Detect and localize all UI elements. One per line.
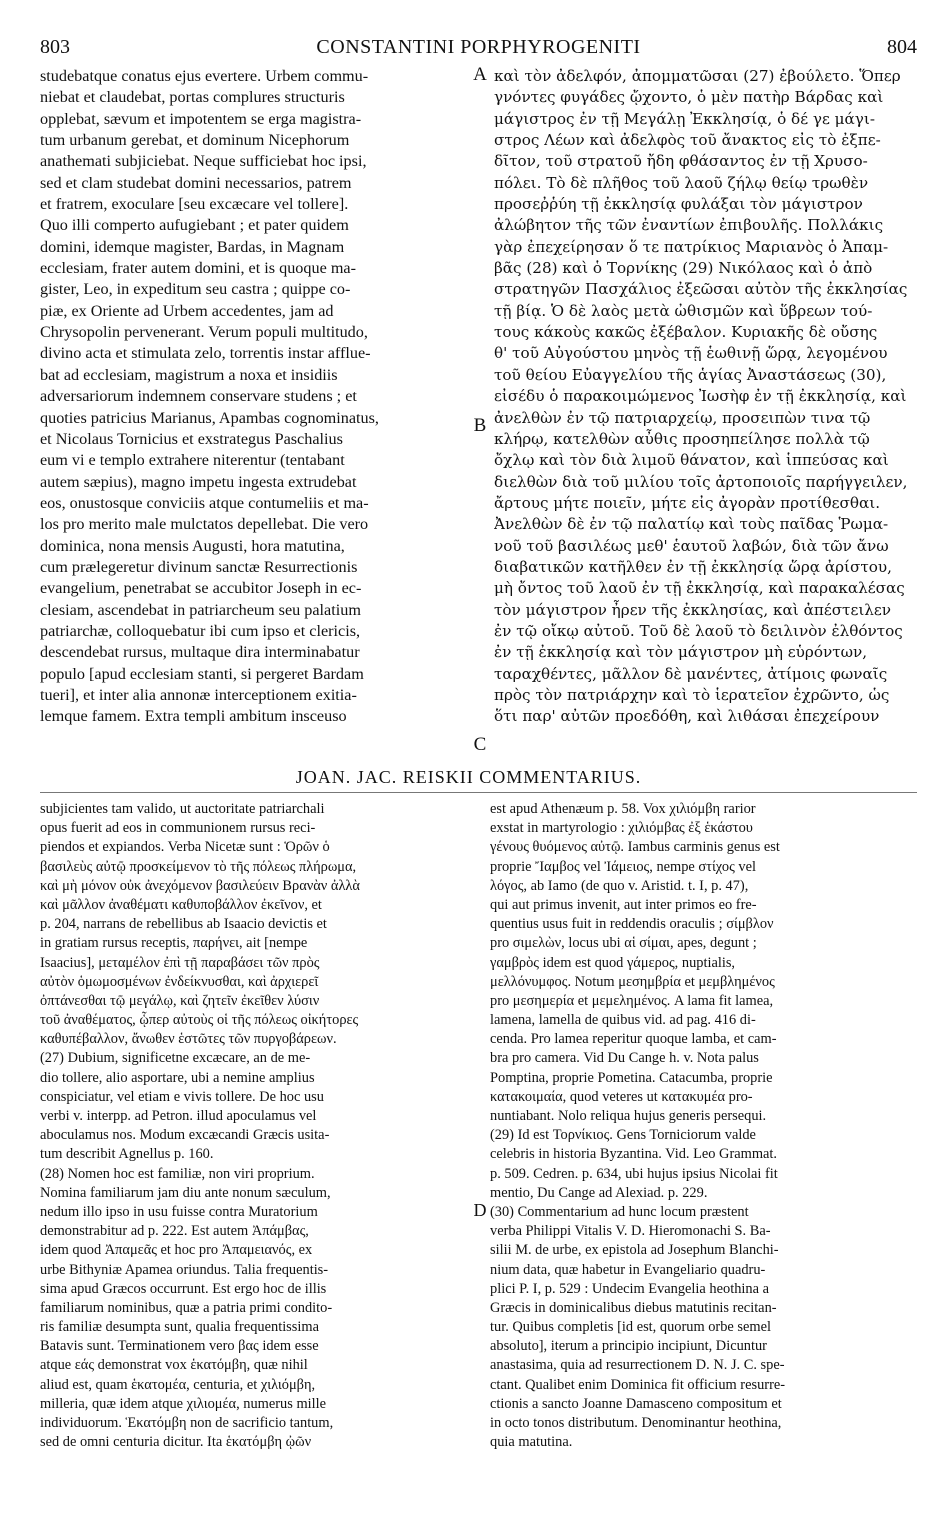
commentary-line: (28) Nomen hoc est familiæ, non viri proprium.: [40, 1165, 315, 1182]
commentary-line: cenda. Pro lamea reperitur quoque lamba, et cam-: [490, 1031, 777, 1048]
commentary-line: quentius usus fuit in reddendis oraculis ; σίμβλον: [490, 916, 774, 933]
latin-text-line: dominica, nona mensis Augusti, hora matutina,: [40, 536, 345, 555]
greek-text-line: πρὸς τὸν πατριάρχην καὶ τὸ ἱερατεῖον ἐχρῶντο, ὡς: [494, 685, 890, 704]
section-marker-b: B: [473, 415, 487, 436]
commentary-line: familiarum nominibus, quæ a patria primi condito-: [40, 1299, 333, 1316]
commentary-line: Pomptina, proprie Pometina. Catacumba, proprie: [490, 1069, 773, 1086]
greek-text-line: γὰρ ἐπεχείρησαν ὅ τε πατρίκιος Μαριανὸς ὁ Ἀπαμ-: [494, 237, 889, 256]
greek-text-line: θ' τοῦ Αὐγούστου μηνὸς τῇ ἑωθινῇ ὥρᾳ, λεγομένου: [494, 344, 888, 363]
greek-text-line: διαβατικῶν κατῆλθεν ἐν τῇ ἐκκλησίᾳ ὥρᾳ ἀρίστου,: [494, 557, 892, 576]
latin-text-line: adversariorum indemnem conservare studens ; et: [40, 387, 357, 406]
running-title: CONSTANTINI PORPHYROGENITI: [316, 36, 641, 58]
commentary-line: nedum illo ipso in usu fuisse contra Muratorium: [40, 1203, 318, 1220]
commentary-line: plici P. I, p. 529 : Undecim Evangelia heothina a: [490, 1280, 769, 1297]
section-marker-d: D: [473, 1200, 487, 1220]
latin-text-line: ecclesiam, frater autem domini, et is quoque ma-: [40, 259, 356, 278]
commentary-line: Græcis in dominicalibus diebus matutinis recitan-: [490, 1299, 777, 1316]
commentary-line: γένους θυόμενος αὐτῷ. Iambus carminis genus est: [490, 839, 780, 856]
latin-text-line: et Nicolaus Tornicius et exstrategus Paschalius: [40, 429, 343, 448]
latin-text-line: domini, idemque magister, Bardas, in Magnam: [40, 237, 345, 256]
commentary-line: μελλόνυμφος. Notum μεσημβρία et μεμβλημένος: [490, 973, 775, 990]
greek-text-line: προσεῤῥύη τῇ ἐκκλησίᾳ φυλάξαι τὸν μάγιστρον: [494, 195, 863, 214]
greek-text-line: τῇ βίᾳ. Ὁ δὲ λαὸς μετὰ ὠθισμῶν καὶ ὕβρεων τού-: [494, 301, 873, 320]
commentary-line: piendos et expiandos. Verba Nicetæ sunt : Ὁρῶν ὁ: [40, 839, 330, 856]
latin-text-line: clesiam, ascendebat in patriarcheum seu palatium: [40, 600, 361, 619]
commentary-line: nium data, quæ habetur in Evangeliario quadru-: [490, 1261, 766, 1278]
page-header: [40, 36, 917, 62]
greek-text-line: εἰσέδυ ὁ παρακοιμώμενος Ἰωσὴφ ἐν τῇ ἐκκλησίᾳ, καὶ: [494, 387, 907, 406]
latin-text-line: eum vi e templo extrahere niterentur (tentabant: [40, 451, 345, 470]
greek-text-line: στρατηγῶν Πασχάλιος ἐξεῶσαι αὐτὸν τῆς ἐκκλησίας: [494, 280, 908, 299]
commentary-line: p. 204, narrans de rebellibus ab Isaacio devictis et: [40, 916, 327, 933]
commentary-line: demonstrabitur ad p. 222. Est autem Ἀπάμβας,: [40, 1223, 309, 1240]
latin-text-line: evangelium, penetrabat se accubitor Joseph in ec-: [40, 579, 362, 598]
commentary-line: exstat in martyrologio : χιλιόμβας ἐξ ἑκάστου: [490, 820, 753, 837]
latin-text-line: populo [apud ecclesiam stanti, si pergeret Bardam: [40, 664, 364, 683]
page-number-right: 804: [887, 36, 917, 58]
greek-text-line: ἀλώβητον τῆς τῶν ἐναντίων ἐπιβουλῆς. Πολλάκις: [494, 216, 884, 235]
commentary-line: p. 509. Cedren. p. 634, ubi hujus ipsius Nicolai fit: [490, 1165, 778, 1182]
commentary-line: καθυπέβαλλον, ἄνωθεν ἑστῶτες τῶν πυργοβάρεων.: [40, 1031, 337, 1048]
greek-text-line: μὴ ὄντος τοῦ λαοῦ ἐν τῇ ἐκκλησίᾳ, καὶ παρακαλέσας: [494, 579, 905, 598]
commentary-line: ὀπτάνεσθαι τῷ μεγάλῳ, καὶ ζητεῖν ἐκεῖθεν λύσιν: [40, 992, 320, 1009]
commentary-line: τοῦ ἀναθέματος, ᾧπερ αὐτοὺς οἱ τῆς πόλεως οἰκήτορες: [40, 1012, 359, 1029]
greek-text-line: πόλει. Τὸ δὲ πλῆθος τοῦ λαοῦ ζήλῳ θείῳ τρωθὲν: [494, 173, 869, 192]
greek-text-line: γνόντες φυγάδες ᾤχοντο, ὁ μὲν πατὴρ Βάρδας καὶ: [494, 88, 884, 107]
greek-text-line: ταραχθέντες, μᾶλλον δὲ μανέντες, ἀτίμοις φωναῖς: [494, 664, 888, 683]
commentary-line: βασιλεὺς αὐτῷ προσκείμενον τὸ τῆς πόλεως πλήρωμα,: [40, 858, 357, 875]
commentary-line: qui aut primus invenit, aut inter primos eo fre-: [490, 896, 757, 913]
commentary-line: κατακοιμαία, quod veteres ut κατακυμέα pro-: [490, 1088, 753, 1105]
greek-text-line: ἐν τῇ ἐκκλησίᾳ καὶ τὸν μάγιστρον μὴ εὑρόντων,: [494, 643, 868, 662]
greek-text-line: καὶ τὸν ἀδελφόν, ἀπομματῶσαι (27) ἐβούλετο. Ὅπερ: [494, 67, 901, 85]
greek-text-line: ὄχλῳ καὶ τὸν διὰ λιμοῦ θάνατον, καὶ ἱππεύσας καὶ: [494, 451, 889, 470]
latin-text-line: Quo illi comperto aufugiebant ; et pater quidem: [40, 216, 349, 235]
commentary-line: mentio, Du Cange ad Alexiad. p. 229.: [490, 1184, 708, 1201]
latin-text-line: los pro merito male mulctatos depellebat. Die vero: [40, 515, 369, 534]
commentary-line: (30) Commentarium ad hunc locum præstent: [490, 1203, 749, 1220]
commentary-line: Batavis sunt. Terminationem vero βας idem esse: [40, 1338, 319, 1355]
page-number-left: 803: [40, 36, 70, 58]
commentary-line: conspiciatur, vel etiam e vivis tollere. De hoc usu: [40, 1088, 324, 1105]
commentary-line: proprie Ἴαμβος vel Ἰάμειος, nempe στίχος vel: [490, 858, 756, 875]
commentary-divider: [40, 792, 917, 793]
greek-text-line: δῖτον, τοῦ στρατοῦ ἤδη φθάσαντος ἐν τῇ Χρυσο-: [494, 152, 868, 171]
commentary-line: milleria, quæ idem atque χιλιομέα, numerus mille: [40, 1395, 327, 1412]
greek-text-line: ὅτι παρ' αὐτῶν προεδόθη, καὶ λιθάσαι ἐπεχείρουν: [494, 707, 880, 726]
latin-text-line: patriarchæ, colloquebatur ibi cum ipso et clericis,: [40, 621, 361, 640]
commentary-line: Nomina familiarum jam diu ante nonum sæculum,: [40, 1184, 331, 1201]
greek-text-line: διελθὼν διὰ τοῦ μιλίου τοῖς ἀρτοποιοῖς παρήγγειλεν,: [494, 472, 908, 491]
latin-text-line: et fratrem, exoculare [seu excæcare vel tollere].: [40, 195, 349, 214]
latin-text-line: lemque famem. Extra templi ambitum insceuso: [40, 707, 347, 726]
commentary-line: atque εάς demonstrat vox ἑκατόμβη, quæ nihil: [40, 1357, 308, 1374]
commentary-line: verbi v. interpp. ad Petron. illud apoculamus vel: [40, 1108, 317, 1124]
commentary-line: silii M. de urbe, ex epistola ad Josephum Blanchi-: [490, 1242, 779, 1259]
commentary-line: bra pro camera. Vid Du Cange h. v. Nota palus: [490, 1050, 759, 1067]
commentary-line: (29) Id est Τορνίκιος. Gens Torniciorum valde: [490, 1127, 756, 1144]
commentary-line: subjicientes tam valido, ut auctoritate patriarchali: [40, 801, 325, 817]
greek-text-line: ἐν τῷ οἴκῳ αὐτοῦ. Τοῦ δὲ λαοῦ τὸ δειλινὸν ἐλθόντος: [494, 621, 903, 640]
latin-text-line: tueri], et inter alia annonæ interceptionem exitia-: [40, 685, 357, 704]
latin-text-line: opplebat, sævum et impotentem se erga magistra-: [40, 109, 362, 128]
greek-text-line: νοῦ τοῦ βασιλέως μεθ' ἑαυτοῦ λαβών, διὰ τῶν ἄνω: [494, 536, 889, 555]
latin-text-column: [40, 66, 468, 766]
latin-text-line: bat ad ecclesiam, magistrum a noxa et insidiis: [40, 365, 338, 384]
greek-text-line: βᾶς (28) καὶ ὁ Τορνίκης (29) Νικόλαος καὶ ὁ ἀπὸ: [494, 259, 873, 278]
latin-text-line: piæ, ex Oriente ad Urbem accedentes, jam ad: [40, 301, 334, 320]
greek-text-line: Ἀνελθὼν δὲ ἐν τῷ παλατίῳ καὶ τοὺς παῖδας Ῥωμα-: [494, 515, 889, 534]
commentary-line: Isaacius], μεταμέλον ἐπὶ τῇ παραβάσει τῶν πρὸς: [40, 954, 320, 971]
commentary-line: anastasima, quia ad resurrectionem D. N. J. C. spe-: [490, 1357, 785, 1374]
commentary-line: tum describit Agnellus p. 160.: [40, 1146, 214, 1163]
commentary-line: idem quod Ἀπαμεᾶς et hoc pro Ἀπαμειανός, ex: [40, 1242, 313, 1259]
commentary-line: tur. Quibus completis [id est, quorum orbe semel: [490, 1319, 771, 1336]
commentary-line: αὐτὸν ὁμωμοσμένων ἐνδείκνυσθαι, καὶ ἀρχιερεῖ: [40, 973, 319, 990]
greek-text-line: μάγιστρος ἐν τῇ Μεγάλῃ Ἐκκλησίᾳ, ὁ δέ γε μάγι-: [494, 109, 875, 128]
latin-text-line: niebat et claudebat, portas complures structuris: [40, 88, 345, 107]
greek-text-line: τους κάκοὺς κακῶς ἐξέβαλον. Κυριακῆς δὲ οὔσης: [494, 323, 878, 342]
latin-text-line: eos, onustosque conviciis atque contumeliis et ma-: [40, 493, 369, 512]
commentary-line: est apud Athenæum p. 58. Vox χιλιόμβη rarior: [490, 801, 756, 817]
commentary-line: quia matutina.: [490, 1434, 573, 1451]
commentary-line: γαμβρὸς idem est quod γάμερος, nuptialis,: [490, 954, 736, 971]
commentary-line: ctant. Qualibet enim Dominica fit officium resurre-: [490, 1376, 786, 1393]
greek-text-line: ἀνελθὼν ἐν τῷ πατριαρχείῳ, προσειπὼν τινα τῷ: [494, 408, 871, 427]
greek-text-column: [494, 66, 922, 766]
latin-text-line: studebatque conatus ejus evertere. Urbem commu-: [40, 67, 369, 85]
latin-text-line: Chrysopolin pervenerant. Verum populi multitudo,: [40, 323, 368, 342]
commentary-line: celebris in historia Byzantina. Vid. Leo Grammat.: [490, 1146, 778, 1163]
latin-text-line: sed et clam studebat domini necessarios, patrem: [40, 173, 352, 192]
commentary-line: καὶ μὴ μόνον οὐκ ἀνεχόμενον βασιλεύειν Βρανὰν ἀλλὰ: [40, 877, 360, 894]
greek-text-line: τοῦ θείου Εὐαγγελίου τῆς ἁγίας Ἀναστάσεως (30),: [494, 365, 887, 384]
commentary-line: sima apud Græcos occurrunt. Est ergo hoc de illis: [40, 1280, 327, 1297]
commentary-line: pro σιμελὼν, locus ubi αἱ σίμαι, apes, degunt ;: [490, 935, 757, 952]
commentary-line: opus fuerit ad eos in communionem rursus reci-: [40, 820, 316, 837]
greek-text-line: κλήρῳ, κατελθὼν αὖθις προσηπείλησε πολλὰ τῷ: [494, 429, 870, 448]
greek-text-line: στρος Λέων καὶ ἀδελφὸς τοῦ ἄνακτος εἰς τὸ ἐξπε-: [494, 131, 881, 150]
commentary-line: pro μεσημερία et μεμελημένος. A lama fit lamea,: [490, 992, 774, 1009]
commentary-line: nuntiabant. Nolo reliqua hujus generis persequi.: [490, 1108, 767, 1124]
commentary-line: individuorum. Ἑκατόμβη non de sacrificio tantum,: [40, 1415, 334, 1431]
commentary-line: in octo tonos distributum. Denominantur heothina,: [490, 1415, 782, 1431]
latin-text-line: gister, Leo, in expeditum seu castra ; quippe co-: [40, 280, 351, 299]
commentary-line: καὶ μᾶλλον ἀναθέματι καθυποβάλλον ἐκεῖνον, et: [40, 896, 322, 913]
latin-text-line: divino acta et stimulata zelo, torrentis instar afflue-: [40, 344, 371, 363]
commentary-right-column: [490, 800, 922, 1530]
commentary-left-column: [40, 800, 470, 1530]
commentary-line: in gratiam rursus receptis, παρήνει, ait [nempe: [40, 935, 308, 952]
commentary-line: sed de omni centuria dicitur. Ita ἑκατόμβη ᾠῶν: [40, 1434, 312, 1451]
commentary-line: urbe Bithyniæ Apamea oriundus. Talia frequentis-: [40, 1261, 329, 1278]
latin-text-line: descendebat rursus, multaque dira interminabatur: [40, 643, 360, 662]
latin-text-line: autem sæpius), magno impetu ingesta extrudebat: [40, 472, 357, 491]
commentary-line: (27) Dubium, significetne excæcare, an de me-: [40, 1050, 311, 1067]
commentary-line: ris familiæ desumpta sunt, qualia frequentissima: [40, 1319, 319, 1336]
commentary-line: absoluto], iterum a principio incipiunt, Dicuntur: [490, 1338, 767, 1355]
latin-text-line: quoties patricius Marianus, Apambas cognominatus,: [40, 408, 379, 427]
commentary-line: dio tollere, alio asportare, ubi a nemine amplius: [40, 1069, 315, 1086]
commentary-line: ctionis a sancto Joanne Damasceno compositum et: [490, 1395, 782, 1412]
section-marker-a: A: [473, 64, 487, 85]
greek-text-line: τὸν μάγιστρον ἦρεν τῆς ἐκκλησίας, καὶ ἀπέστειλεν: [494, 600, 892, 619]
latin-text-line: cum prælegeretur divinum sanctæ Resurrectionis: [40, 557, 358, 576]
commentary-line: verba Philippi Vitalis V. D. Hieromonachi S. Ba-: [490, 1223, 771, 1240]
commentary-line: aliud est, quam ἑκατομέα, centuria, et χιλιόμβη,: [40, 1376, 316, 1393]
greek-text-line: ἄρτους μήτε ποιεῖν, μήτε εἰς ἀγορὰν προτίθεσθαι.: [494, 493, 881, 512]
commentary-title: JOAN. JAC. REISKII COMMENTARIUS.: [295, 767, 642, 787]
commentary-line: aboculamus nos. Modum excæcandi Græcis usita-: [40, 1127, 330, 1144]
section-marker-c: C: [473, 734, 487, 755]
latin-text-line: anathemati subjiciebat. Neque sufficiebat hoc ipsi,: [40, 152, 367, 171]
commentary-line: lamena, lamella de quibus vid. ad pag. 416 di-: [490, 1012, 756, 1029]
commentary-line: λόγος, ab Iamo (de quo v. Aristid. t. I, p. 47),: [490, 877, 749, 894]
latin-text-line: tum urbanum gerebat, et dominum Nicephorum: [40, 131, 350, 150]
